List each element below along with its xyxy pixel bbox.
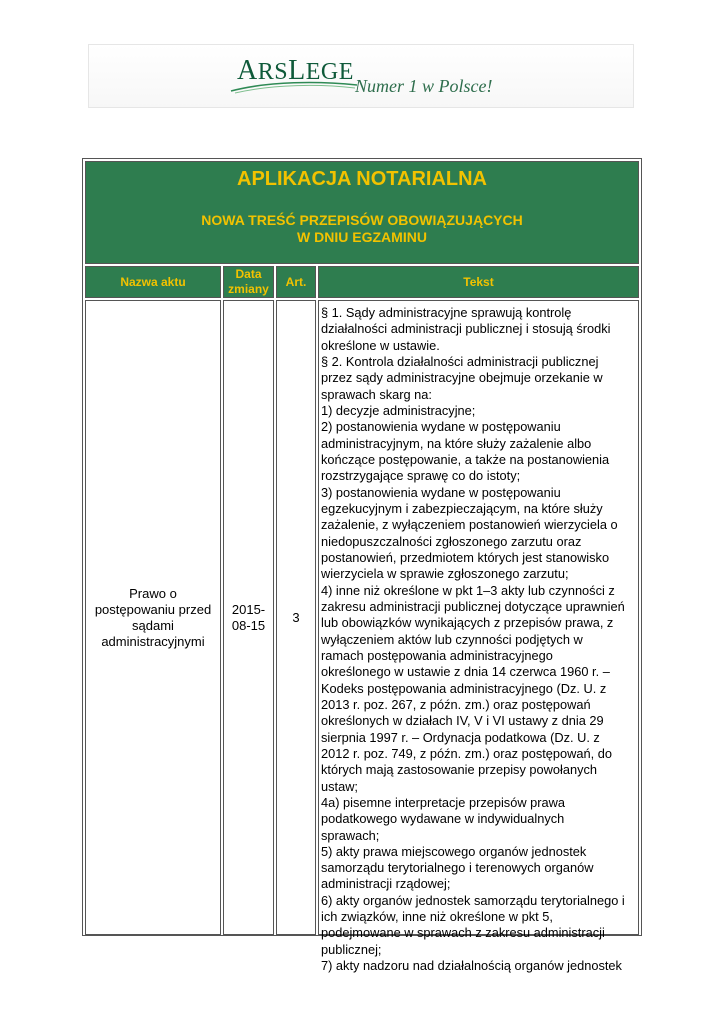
tekst-line: działalności administracji publicznej i stosują środki xyxy=(321,321,611,337)
amendments-table xyxy=(82,158,642,974)
tekst-line: 1) decyzje administracyjne; xyxy=(321,402,476,418)
logo-letters-ege: EGE xyxy=(305,59,354,85)
banner-subtitle xyxy=(86,212,638,246)
exam-banner xyxy=(85,161,639,264)
cell-art xyxy=(276,300,316,935)
tekst-line: wierzyciela w sprawie zgłoszonego zarzutu; xyxy=(321,566,569,582)
tekst-line: sprawach; xyxy=(321,827,380,843)
tekst-line: Kodeks postępowania administracyjnego (Dz. U. z xyxy=(321,680,607,696)
tekst-line: lub obowiązków wynikających z przepisów prawa, z xyxy=(321,615,614,631)
tekst-line: 6) akty organów jednostek samorządu terytorialnego i xyxy=(321,892,625,908)
tekst-line: ustaw; xyxy=(321,778,358,794)
tekst-line: podatkowego wydawane w indywidualnych xyxy=(321,811,565,827)
tekst-body xyxy=(321,305,639,974)
tekst-line: podejmowane w sprawach z zakresu administracji xyxy=(321,925,605,941)
nazwa-line-4: administracyjnymi xyxy=(101,633,205,649)
tekst-line: § 1. Sądy administracyjne sprawują kontrolę xyxy=(321,305,572,320)
cell-tekst xyxy=(318,300,639,974)
tekst-line: administracyjnym, na które służy zażalenie albo xyxy=(321,435,592,451)
tekst-line: sprawach skarg na: xyxy=(321,386,432,402)
logo-letters-rs: RS xyxy=(257,59,289,85)
header-tekst: Tekst xyxy=(318,266,639,298)
logo-swoosh-icon xyxy=(229,79,359,95)
banner-title: APLIKACJA NOTARIALNA xyxy=(237,168,487,190)
tekst-line: postanowień, przedmiotem których jest stanowisko xyxy=(321,549,610,565)
tekst-line: 2012 r. poz. 749, z późn. zm.) oraz postępowań, do xyxy=(321,745,612,761)
tekst-line: 4) inne niż określone w pkt 1–3 akty lub czynności z xyxy=(321,582,615,598)
tekst-line: publicznej; xyxy=(321,941,382,957)
logo-banner xyxy=(88,44,634,108)
tekst-line: ich związków, inne niż określone w pkt 5, xyxy=(321,909,553,925)
tekst-line: określone w ustawie. xyxy=(321,337,440,353)
data-line-1: 2015- xyxy=(231,601,266,617)
tekst-line: sierpnia 1997 r. – Ordynacja podatkowa (Dz. U. z xyxy=(321,729,600,745)
tekst-line: 3) postanowienia wydane w postępowaniu xyxy=(321,484,561,500)
tekst-line: samorządu terytorialnego i terenowych organów xyxy=(321,860,594,876)
banner-subtitle-line-2: W DNIU EGZAMINU xyxy=(297,229,427,245)
tekst-line: 4a) pisemne interpretacje przepisów prawa xyxy=(321,794,565,810)
tekst-line: 7) akty nadzoru nad działalnością organów jednostek xyxy=(321,958,622,974)
tekst-line: rozstrzygające sprawę co do istoty; xyxy=(321,468,521,484)
tekst-line: 2) postanowienia wydane w postępowaniu xyxy=(321,419,561,435)
tekst-line: zakresu administracji publicznej dotyczące uprawnień xyxy=(321,598,625,614)
nazwa-line-2: postępowaniu przed xyxy=(94,601,212,617)
tekst-line: egzekucyjnym i zabezpieczającym, na które służy xyxy=(321,500,603,516)
nazwa-line-3: sądami xyxy=(132,617,174,633)
tekst-line: przez sądy administracyjne obejmuje orzekanie w xyxy=(321,370,603,386)
tekst-line: określonych w działach IV, V i VI ustawy z dnia 29 xyxy=(321,713,604,729)
tekst-line: niedopuszczalności zgłoszonego zarzutu oraz xyxy=(321,533,582,549)
nazwa-line-1: Prawo o xyxy=(129,585,177,601)
logo-letter-l: L xyxy=(288,55,306,86)
header-data-zmiany xyxy=(223,266,274,298)
tekst-line: § 2. Kontrola działalności administracji publicznej xyxy=(321,353,599,369)
art-number: 3 xyxy=(292,609,300,625)
cell-nazwa-aktu xyxy=(85,300,221,935)
header-nazwa-aktu: Nazwa aktu xyxy=(85,266,221,298)
header-data-line-1: Data xyxy=(235,267,262,281)
cell-data-zmiany xyxy=(223,300,274,935)
tekst-line: administracji rządowej; xyxy=(321,876,451,892)
header-art: Art. xyxy=(276,266,316,298)
tekst-line: 5) akty prawa miejscowego organów jednostek xyxy=(321,843,587,859)
logo-letter-a: A xyxy=(237,55,258,86)
tekst-line: 2013 r. poz. 267, z późn. zm.) oraz postępowań xyxy=(321,696,591,712)
header-data-line-2: zmiany xyxy=(228,282,269,296)
tekst-line: ramach postępowania administracyjnego xyxy=(321,647,553,663)
logo-slogan: Numer 1 w Polsce! xyxy=(355,76,493,96)
tekst-line: których mają zastosowanie przepisy powołanych xyxy=(321,762,597,778)
tekst-line: wyłączeniem aktów lub czynności podjętych w xyxy=(321,631,583,647)
banner-subtitle-line-1: NOWA TREŚĆ PRZEPISÓW OBOWIĄZUJĄCYCH xyxy=(201,212,523,228)
tekst-line: zażalenie, z wyłączeniem postanowień wierzyciela o xyxy=(321,517,618,533)
tekst-line: określonego w ustawie z dnia 14 czerwca 1960 r. – xyxy=(321,664,610,680)
data-line-2: 08-15 xyxy=(231,617,266,633)
tekst-line: kończące postępowanie, a także na postanowienia xyxy=(321,451,610,467)
